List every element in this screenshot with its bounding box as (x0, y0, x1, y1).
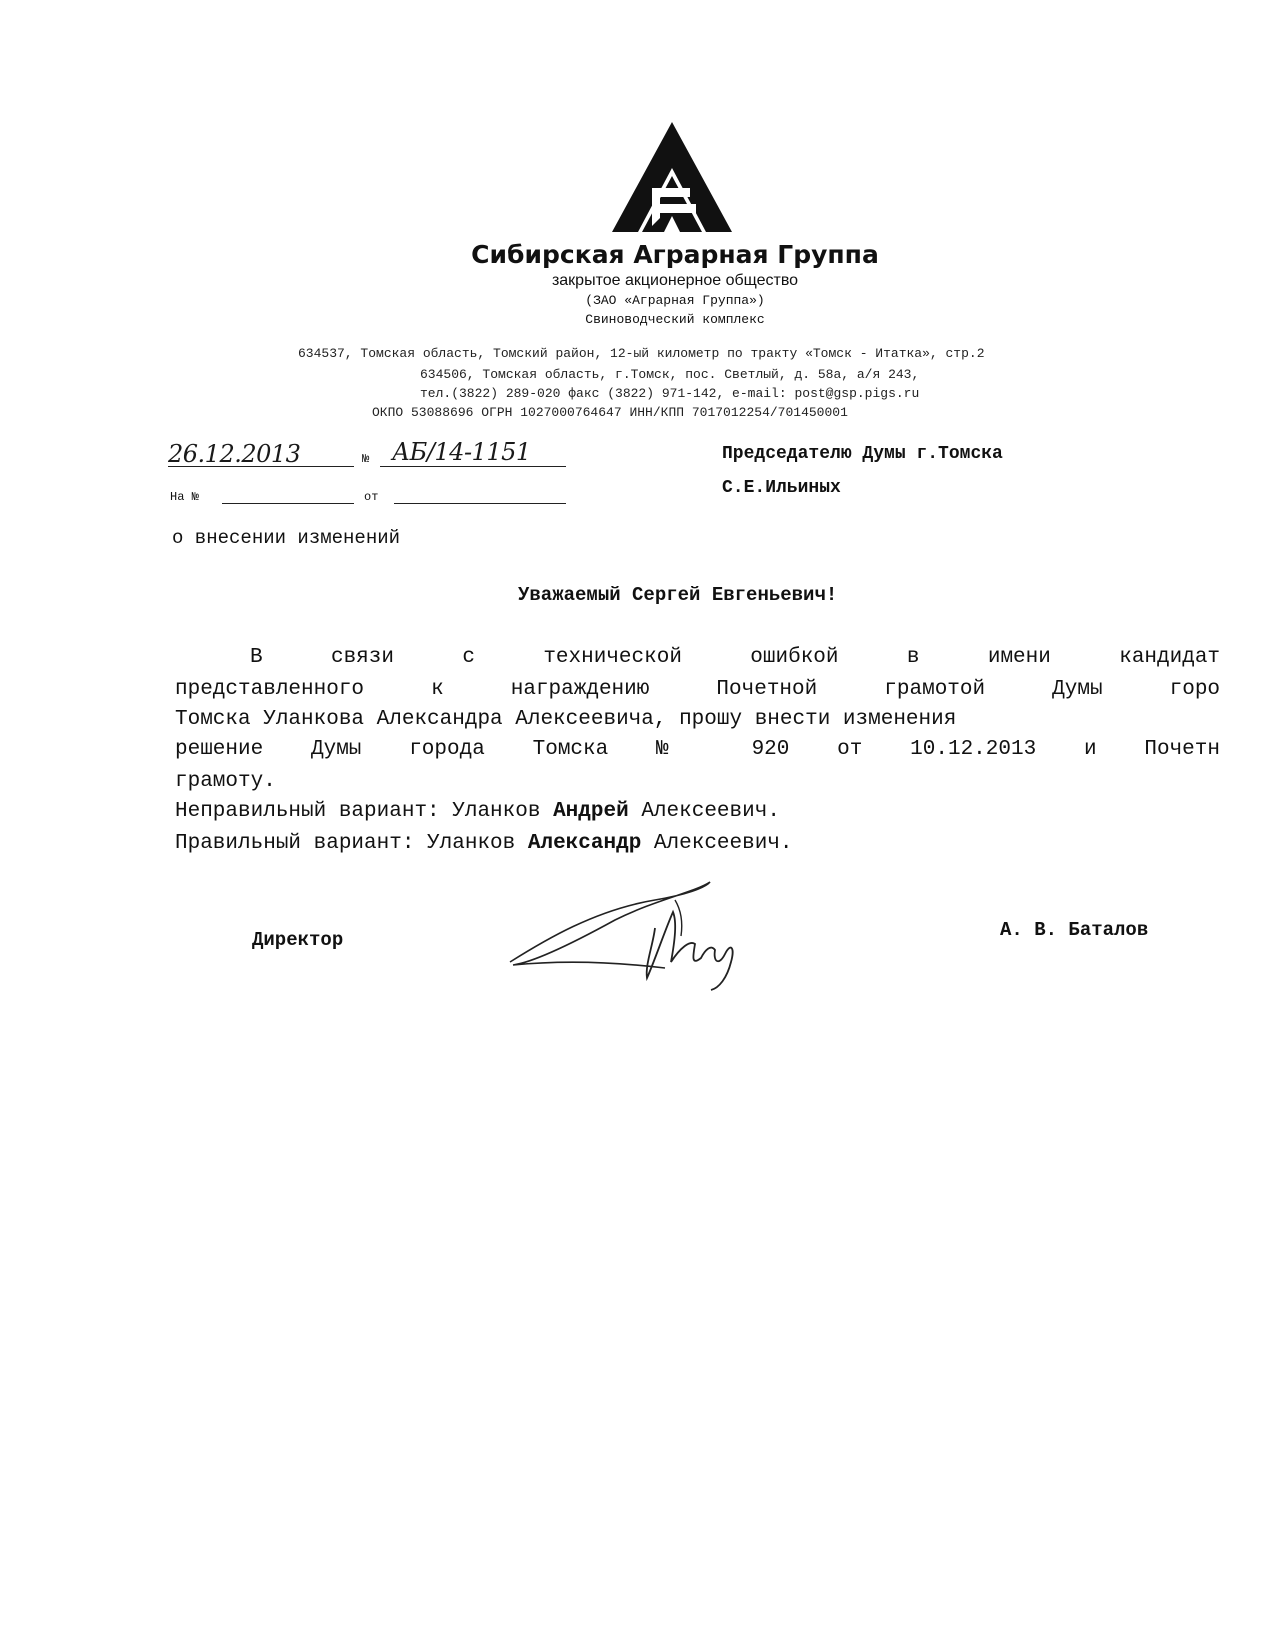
organization-name: Сибирская Аграрная Группа (471, 240, 879, 269)
word: Томска (532, 738, 609, 761)
letter-date: 26.12.2013 (168, 440, 301, 468)
recipient-title: Председателю Думы г.Томска (722, 444, 1003, 464)
wrong-variant-label: Неправильный вариант: Уланков (175, 800, 541, 823)
handwritten-signature (505, 870, 765, 995)
word: имени (987, 646, 1051, 669)
word: награждению (510, 678, 650, 701)
word: 920 (751, 738, 790, 761)
reply-to-underline (222, 503, 354, 504)
reply-to-label: На № (170, 490, 199, 504)
word: Почетной (716, 678, 818, 701)
body-line-3: Томска Уланкова Александра Алексеевича, прошу внести изменения (175, 708, 957, 731)
word: Думы (311, 738, 362, 761)
recipient-name: С.Е.Ильиных (722, 478, 841, 498)
from-underline (394, 503, 566, 504)
organization-short-name: (ЗАО «Аграрная Группа») (585, 293, 765, 308)
word: горо (1169, 678, 1221, 701)
word: связи (330, 646, 394, 669)
word: Думы (1052, 678, 1103, 701)
word: грамотой (884, 678, 986, 701)
organization-type: закрытое акционерное общество (551, 272, 799, 289)
number-sign: № (362, 452, 370, 466)
letter-subject: о внесении изменений (172, 527, 401, 549)
word: к (431, 678, 444, 701)
salutation: Уважаемый Сергей Евгеньевич! (518, 584, 838, 606)
right-variant-line (175, 832, 1220, 855)
word: города (409, 738, 485, 761)
word: ошибкой (750, 646, 839, 669)
address-line-1: 634537, Томская область, Томский район, 12-ый километр по тракту «Томск - Итатка», стр.2 (298, 346, 985, 361)
signatory-name: А. В. Баталов (1000, 919, 1149, 941)
registry-codes: ОКПО 53088696 ОГРН 1027000764647 ИНН/КПП 7017012254/701450001 (372, 405, 848, 420)
word: и (1083, 738, 1097, 761)
wrong-variant-line (175, 800, 1220, 823)
word: с (462, 646, 475, 669)
right-variant-name: Александр (527, 832, 642, 855)
body-line-2 (175, 678, 1220, 701)
number-underline (380, 466, 566, 467)
word: кандидат (1119, 646, 1221, 669)
word: 10.12.2013 (910, 738, 1037, 761)
date-underline (168, 466, 354, 467)
wrong-variant-rest: Алексеевич. (641, 800, 780, 823)
word: представленного (175, 678, 365, 701)
signatory-position: Директор (252, 929, 344, 951)
word: решение (175, 738, 264, 761)
body-line-4 (175, 738, 1220, 761)
address-line-2: 634506, Томская область, г.Томск, пос. Светлый, д. 58а, а/я 243, (420, 367, 920, 382)
letter-number: АБ/14-1151 (392, 438, 531, 466)
word: № (656, 738, 704, 761)
right-variant-rest: Алексеевич. (653, 832, 793, 855)
word: в (906, 646, 920, 669)
body-line-5: грамоту. (175, 770, 276, 793)
right-variant-label: Правильный вариант: Уланков (175, 832, 516, 855)
body-line-1 (250, 646, 1220, 669)
word: технической (543, 646, 682, 669)
word: Почетн (1144, 738, 1220, 761)
word: от (837, 738, 863, 761)
company-logo (612, 122, 732, 234)
wrong-variant-name: Андрей (553, 800, 629, 823)
contacts-line: тел.(3822) 289-020 факс (3822) 971-142, e-mail: post@gsp.pigs.ru (420, 386, 920, 401)
word: В (250, 646, 263, 669)
from-label: от (364, 490, 379, 504)
organization-unit: Свиноводческий комплекс (585, 312, 765, 327)
